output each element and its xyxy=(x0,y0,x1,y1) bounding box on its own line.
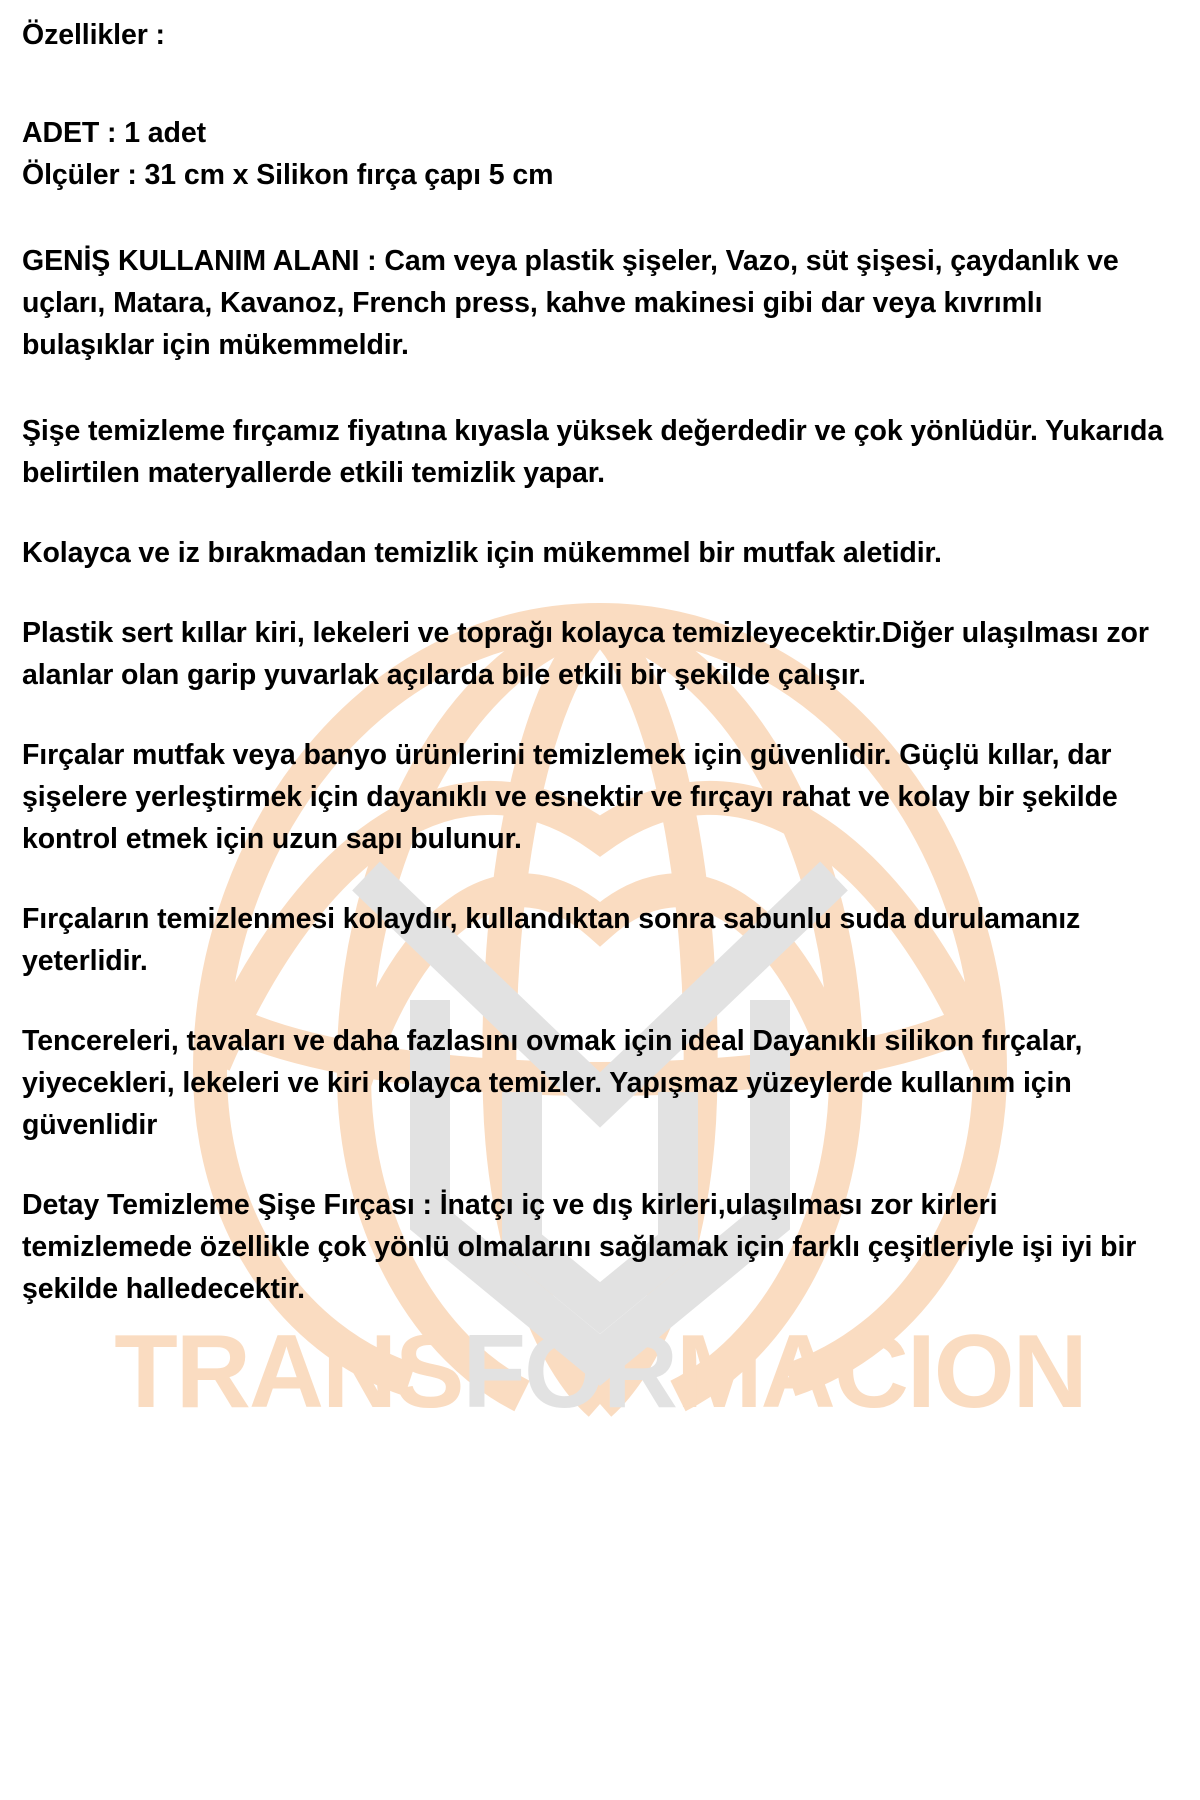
watermark-wordmark xyxy=(0,1314,1200,1430)
paragraph-value: Şişe temizleme fırçamız fiyatına kıyasla yüksek değerdedir ve çok yönlüdür. Yukarıda belirtilen materyallerde etkili temizlik yapar. xyxy=(22,415,1164,489)
paragraph-silicone: Tencereleri, tavaları ve daha fazlasını ovmak için ideal Dayanıklı silikon fırçalar, yiyecekleri, lekeleri ve kiri kolayca temizler. Yapışmaz yüzeylerde kullanım için güvenlidir xyxy=(22,1025,1083,1141)
paragraph-detail-brush: Detay Temizleme Şişe Fırçası : İnatçı iç ve dış kirleri,ulaşılması zor kirleri temizlemede özellikle çok yönlü olmalarını sağlamak için farklı çeşitleriyle işi iyi bir şekilde halledecektir. xyxy=(22,1189,1137,1305)
watermark-wordmark-part-2: FOR xyxy=(462,1314,676,1430)
paragraph-usage-area: GENİŞ KULLANIM ALANI : Cam veya plastik şişeler, Vazo, süt şişesi, çaydanlık ve uçları, Matara, Kavanoz, French press, kahve makinesi gibi dar veya kıvrımlı bulaşıklar için mükemmeldir. xyxy=(22,245,1119,361)
paragraph-streak-free: Kolayca ve iz bırakmadan temizlik için mükemmel bir mutfak aletidir. xyxy=(22,537,942,569)
paragraph-cleaning-brushes: Fırçaların temizlenmesi kolaydır, kullandıktan sonra sabunlu suda durulamanız yeterlidir. xyxy=(22,903,1081,977)
features-heading: Özellikler : xyxy=(22,19,165,51)
spec-quantity: ADET : 1 adet xyxy=(22,117,206,149)
spec-dimensions: Ölçüler : 31 cm x Silikon fırça çapı 5 cm xyxy=(22,159,554,191)
watermark-wordmark-part-3: MACION xyxy=(676,1314,1086,1430)
paragraph-bristles: Plastik sert kıllar kiri, lekeleri ve toprağı kolayca temizleyecektir.Diğer ulaşılması zor alanlar olan garip yuvarlak açılarda bile etkili bir şekilde çalışır. xyxy=(22,617,1149,691)
watermark-wordmark-part-1: TRANS xyxy=(114,1314,463,1430)
paragraph-safety-handle: Fırçalar mutfak veya banyo ürünlerini temizlemek için güvenlidir. Güçlü kıllar, dar şişelere yerleştirmek için dayanıklı ve esnektir ve fırçayı rahat ve kolay bir şekilde kontrol etmek için uzun sapı bulunur. xyxy=(22,739,1118,855)
